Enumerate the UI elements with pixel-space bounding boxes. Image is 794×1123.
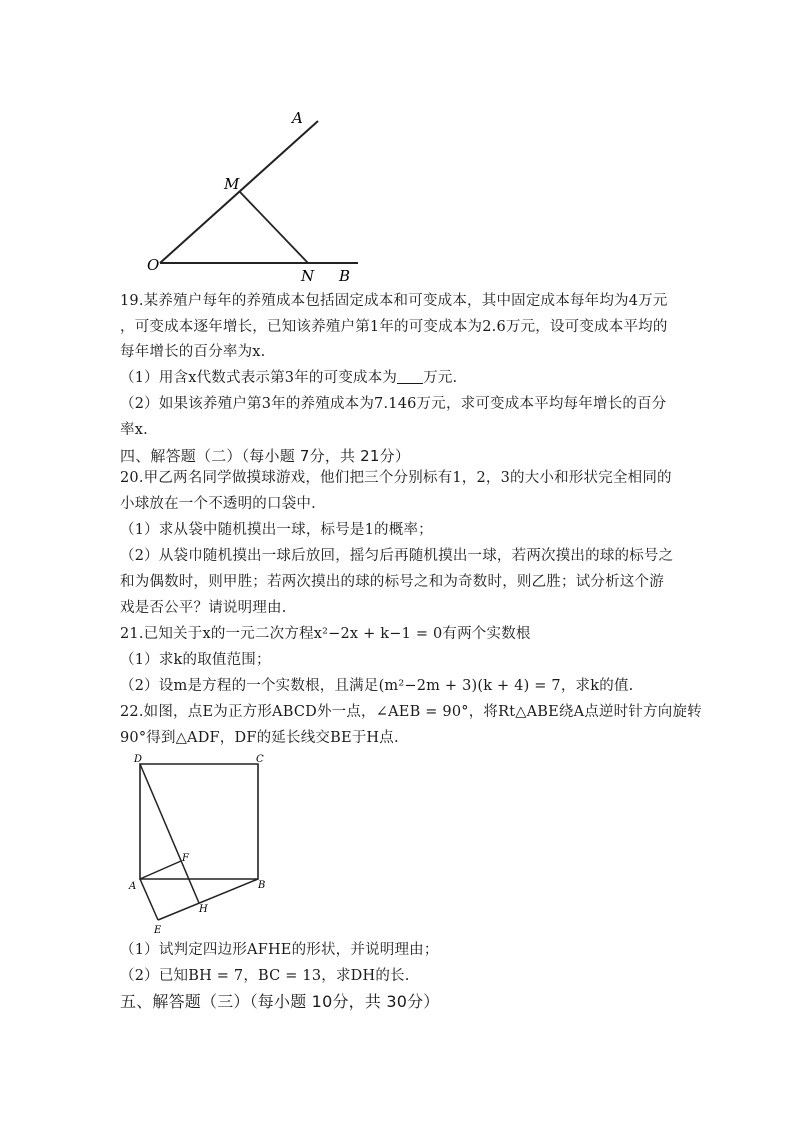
q21-part1: （1）求k的取值范围； [120, 652, 271, 668]
label-O: O [147, 256, 160, 274]
label-F: F [182, 853, 189, 864]
q19-line2: ，可变成本逐年增长，已知该养殖户第1年的可变成本为2.6万元，设可变成本平均的 [120, 319, 668, 335]
angle-figure [120, 95, 365, 285]
label-C: C [256, 754, 264, 765]
q20-line1: 20.甲乙两名同学做摸球游戏，他们把三个分别标有1，2，3的大小和形状完全相同的 [120, 470, 672, 486]
section5-heading: 五、解答题（三）（每小题 10分，共 30分） [120, 992, 440, 1011]
segment-DH [140, 764, 199, 903]
q19-line3: 每年增长的百分率为x. [120, 344, 266, 360]
q21-line1: 21.已知关于x的一元二次方程x²−2x + k−1 = 0有两个实数根 [120, 626, 531, 642]
q20-part2-line1: （2）从袋巾随机摸出一球后放回，摇匀后再随机摸出一球，若两次摸出的球的标号之 [120, 548, 674, 564]
q22-line1: 22.如图，点E为正方形ABCD外一点，∠AEB = 90°，将Rt△ABE绕A点逆时针方向旋转 [120, 704, 702, 720]
label-A: A [129, 881, 137, 892]
q19-part2-line2: 率x. [120, 422, 148, 438]
segment-EB [158, 879, 258, 920]
label-H: H [199, 904, 208, 915]
q19-part1-unit: 万元. [423, 370, 458, 386]
q22-part2: （2）已知BH = 7，BC = 13，求DH的长. [120, 968, 410, 984]
q19-part1-text: （1）用含x代数式表示第3年的可变成本为 [120, 370, 398, 386]
segment-AE [140, 879, 158, 920]
label-B: B [258, 880, 266, 891]
q19-line1: 19.某养殖户每年的养殖成本包括固定成本和可变成本，其中固定成本每年均为4万元 [120, 293, 668, 309]
label-D: D [134, 754, 143, 765]
segment-MN [240, 192, 308, 263]
q20-part1: （1）求从袋中随机摸出一球，标号是1的概率； [120, 522, 433, 538]
section4-heading: 四、解答题（二）（每小题 7分，共 21分） [120, 447, 411, 465]
q20-part2-line2: 和为偶数时，则甲胜；若两次摸出的球的标号之和为奇数时，则乙胜；试分析这个游 [120, 574, 664, 590]
label-E: E [154, 925, 162, 936]
label-B: B [339, 267, 351, 285]
square-figure [118, 752, 276, 936]
q19-part2-line1: （2）如果该养殖户第3年的养殖成本为7.146万元，求可变成本平均每年增长的百分 [120, 396, 667, 412]
q21-part2: （2）设m是方程的一个实数根，且满足(m²−2m + 3)(k + 4) = 7，求k的值. [120, 678, 634, 694]
label-A: A [292, 109, 303, 127]
label-N: N [301, 267, 315, 285]
segment-AF [140, 861, 181, 879]
q22-line2: 90°得到△ADF，DF的延长线交BE于H点. [120, 730, 399, 746]
q20-line2: 小球放在一个不透明的口袋中. [120, 496, 316, 512]
label-M: M [224, 175, 240, 193]
answer-blank [397, 369, 423, 384]
q22-part1: （1）试判定四边形AFHE的形状，并说明理由； [120, 942, 439, 958]
q19-part1 [120, 368, 457, 388]
square-ABCD [140, 764, 258, 879]
q20-part2-line3: 戏是否公平？请说明理由. [120, 600, 287, 616]
